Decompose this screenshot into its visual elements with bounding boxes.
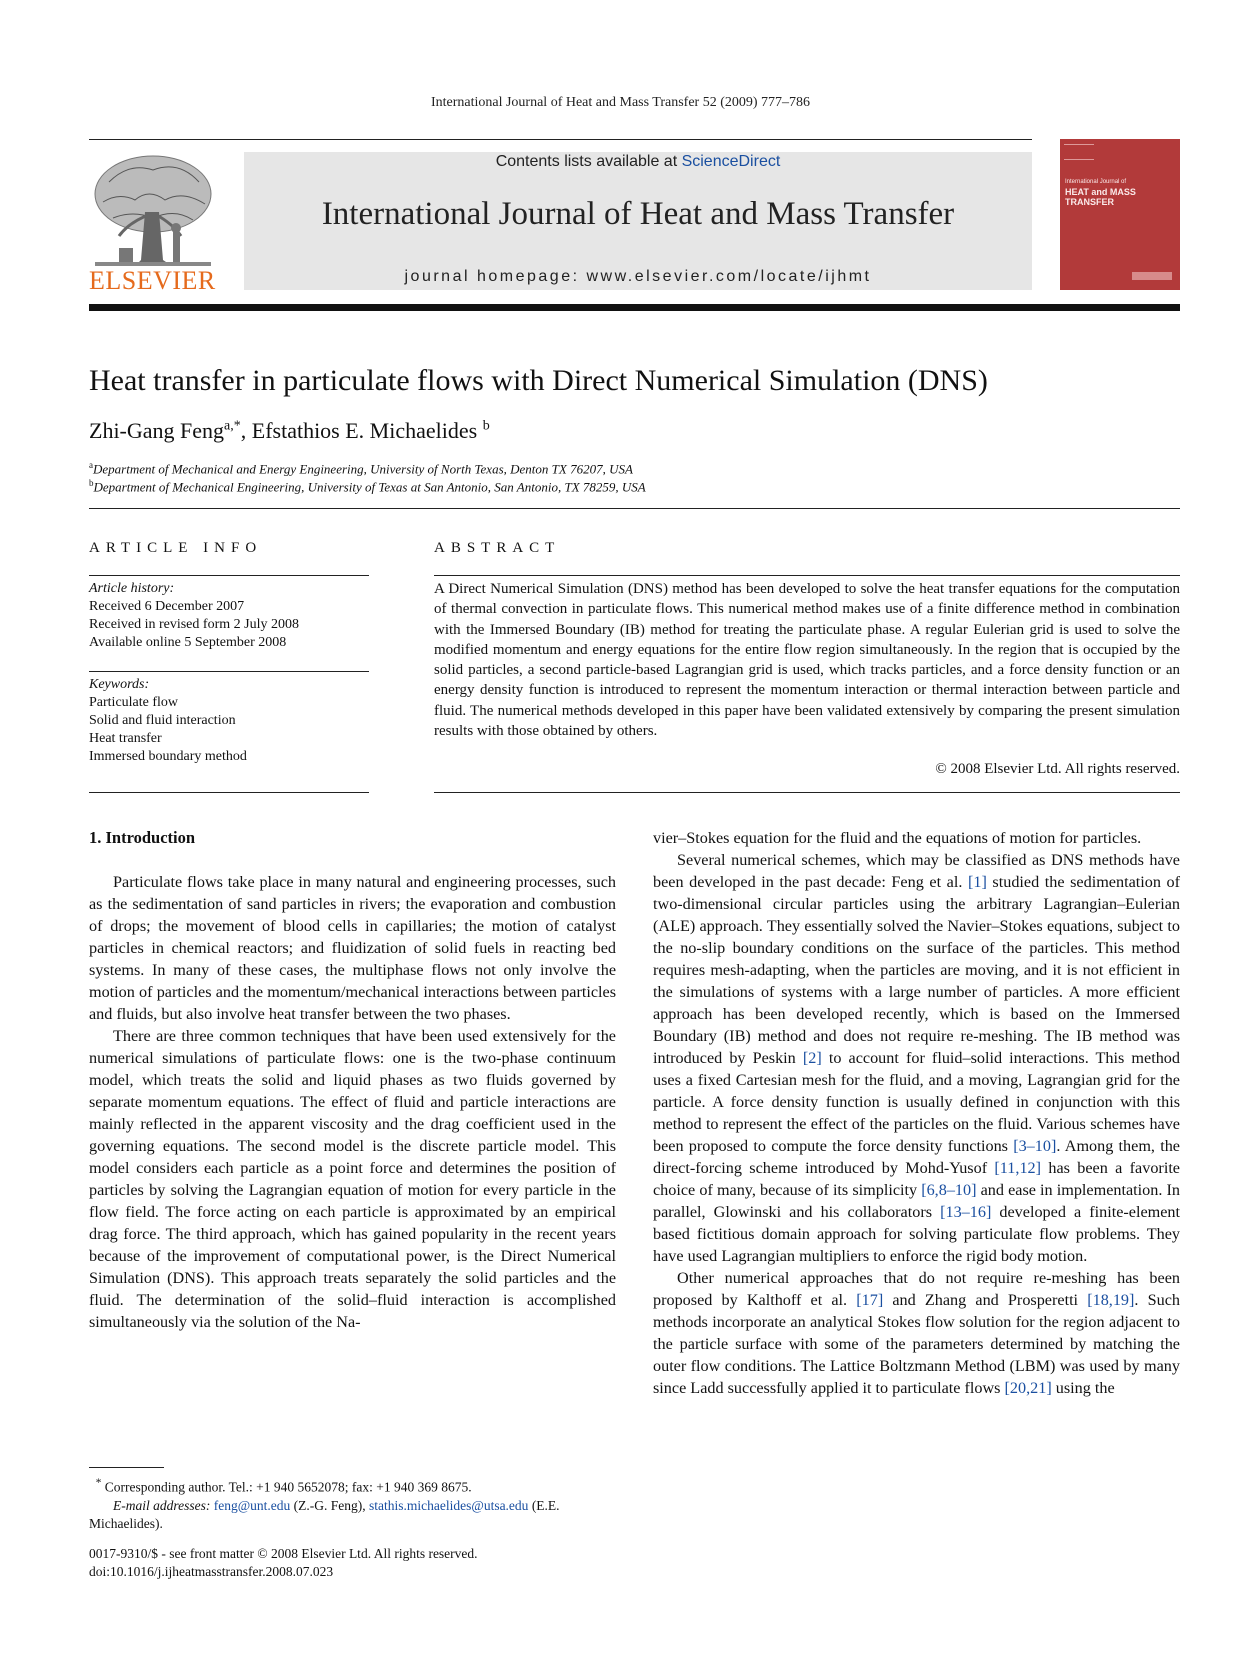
cover-line1: HEAT and MASS: [1065, 187, 1136, 197]
r1-e: has been a favorite choice of many, because of its simplicity: [653, 1159, 1180, 1199]
keyword-item: Solid and fluid interaction: [89, 713, 236, 728]
paper-title: Heat transfer in particulate flows with Direct Numerical Simulation (DNS): [89, 364, 988, 397]
journal-title: International Journal of Heat and Mass Transfer: [321, 196, 955, 232]
email-link-michaelides[interactable]: stathis.michaelides@utsa.edu: [369, 1497, 529, 1513]
left-column: [89, 827, 616, 1333]
article-info-heading: ARTICLE INFO: [89, 540, 263, 556]
doi-line[interactable]: doi:10.1016/j.ijheatmasstransfer.2008.07.023: [89, 1564, 334, 1579]
elsevier-wordmark: ELSEVIER: [89, 266, 216, 295]
author-sep: ,: [240, 418, 252, 443]
abstract-body: A Direct Numerical Simulation (DNS) method has been developed to solve the heat transfer equations for the computation of thermal convection in particulate flows. This numerical method makes use of a finite difference method in combination with the Immersed Boundary (IB) method for treating the particulate phase. A regular Eulerian grid is used to solve the modified momentum and energy equations for the entire flow region simultaneously. In the region that is occupied by the solid particles, a second particle-based Lagrangian grid is used, which tracks particles, and a force density function or an energy density function is introduced to represent the momentum interaction or thermal interaction between particle and fluid. The numerical methods developed in this paper have been validated extensively by comparing the present simulation results with those obtained by others.: [434, 581, 1180, 740]
ref-link[interactable]: [11,12]: [994, 1159, 1042, 1177]
journal-cover-thumbnail: [1060, 139, 1180, 290]
corresponding-author-text: Corresponding author. Tel.: +1 940 5652078; fax: +1 940 369 8675.: [104, 1479, 472, 1495]
right-column: [653, 827, 1180, 1399]
cover-line2: TRANSFER: [1065, 197, 1114, 207]
footnote-marker: *: [95, 1477, 102, 1489]
r1-b: studied the sedimentation of two-dimensional circular particles using the arbitrary Lagrangian–Eulerian (ALE) approach. They essentially solved the Navier–Stokes equations, subject to the no-slip boundary conditions on the surface of the particles. This method requires mesh-adapting, when the particles are moving, and it is not efficient in the simulations of systems with a large number of particles. A more efficient approach has been developed recently, which is based on the Immersed Boundary (IB) method and does not require re-meshing. The IB method was introduced by Peskin: [653, 873, 1180, 1067]
footnote: [89, 1474, 619, 1533]
cover-small-line: International Journal of: [1065, 179, 1127, 185]
ref-link[interactable]: [6,8–10]: [921, 1181, 977, 1199]
article-history: [89, 580, 369, 652]
right-paragraph-1: [653, 849, 1180, 1267]
author-1[interactable]: Zhi-Gang Feng: [89, 418, 225, 443]
history-received: Received 6 December 2007: [89, 599, 245, 614]
ref-link[interactable]: [3–10]: [1013, 1137, 1057, 1155]
r1-c: to account for fluid–solid interactions. This method uses a fixed Cartesian mesh for the fluid, and a moving, Lagrangian grid for the particle. A force density function is usually defined in conjunction with this method to represent the effect of the particles on the fluid. Various schemes have been proposed to compute the force density functions: [653, 1049, 1180, 1155]
email-label: E-mail addresses:: [113, 1497, 211, 1513]
right-paragraph-2: [653, 1267, 1180, 1399]
footnote-rule: [89, 1467, 164, 1468]
abstract-heading: ABSTRACT: [434, 540, 561, 556]
ref-link[interactable]: [20,21]: [1004, 1379, 1052, 1397]
ref-link[interactable]: [18,19]: [1087, 1291, 1135, 1309]
intro-paragraph-1: Particulate flows take place in many natural and engineering processes, such as the sedimentation of sand particles in rivers; the evaporation and combustion of drops; the movement of blood cells in capillaries; the motion of catalyst particles in chemical reactors; and fluidization of solid fuels in reacting bed systems. In many of these cases, the multiphase flows not only involve the motion of particles and the momentum/mechanical interactions between particles and fluids, but also involve heat transfer between the two phases.: [89, 873, 616, 1023]
history-label: Article history:: [89, 581, 175, 596]
r1-g: developed a finite-element based fictitious domain approach for solving particulate flow problems. They have used Lagrangian multipliers to enforce the rigid body motion.: [653, 1203, 1181, 1265]
r1-a: Several numerical schemes, which may be classified as DNS methods have been developed in the past decade: Feng et al.: [653, 851, 1180, 891]
keywords-block: [89, 676, 369, 766]
section-heading-introduction: 1. Introduction: [89, 828, 196, 847]
r1-f: and ease in implementation. In parallel, Glowinski and his collaborators: [653, 1181, 1180, 1221]
affiliation-b-sup: b: [89, 478, 94, 488]
r2-d: using the: [1051, 1379, 1115, 1397]
journal-homepage-link[interactable]: journal homepage: www.elsevier.com/locate/ijhmt: [404, 268, 872, 285]
cover-badge-icon: [1132, 272, 1172, 280]
keyword-item: Heat transfer: [89, 731, 162, 746]
cover-lines-icon: [1064, 144, 1094, 160]
ref-link[interactable]: [17]: [856, 1291, 884, 1309]
email-1-who: (Z.-G. Feng),: [290, 1497, 370, 1513]
r2-a: Other numerical approaches that do not require re-meshing has been proposed by Kalthoff et al.: [653, 1269, 1180, 1309]
header-thick-rule: [89, 304, 1180, 311]
affiliation-b: [89, 478, 646, 495]
ref-link[interactable]: [1]: [967, 873, 987, 891]
keywords-label: Keywords:: [89, 677, 150, 692]
r2-b: and Zhang and Prosperetti: [883, 1291, 1088, 1309]
keyword-item: Particulate flow: [89, 695, 179, 710]
contents-available-line: [244, 153, 1032, 171]
history-revised: Received in revised form 2 July 2008: [89, 617, 299, 632]
abstract-rule-bottom: [434, 792, 1180, 793]
article-info-rule-top: [89, 575, 369, 576]
history-online: Available online 5 September 2008: [89, 635, 287, 650]
corresponding-author-note: [89, 1474, 619, 1497]
affiliation-b-text: Department of Mechanical Engineering, University of Texas at San Antonio, San Antonio, TX 78259, USA: [93, 479, 646, 495]
ref-link[interactable]: [2]: [802, 1049, 822, 1067]
affiliation-a-text: Department of Mechanical and Energy Engineering, University of North Texas, Denton TX 76207, USA: [93, 461, 633, 477]
right-paragraph-continued: vier–Stokes equation for the fluid and the equations of motion for particles.: [653, 829, 1142, 847]
contents-prefix: Contents lists available at: [495, 153, 682, 170]
running-head: International Journal of Heat and Mass Transfer 52 (2009) 777–786: [430, 95, 811, 110]
author-list: [89, 418, 490, 444]
abstract-copyright: © 2008 Elsevier Ltd. All rights reserved.: [935, 761, 1180, 777]
author-2[interactable]: Efstathios E. Michaelides: [251, 418, 478, 443]
sciencedirect-link[interactable]: ScienceDirect: [681, 153, 781, 170]
email-line: [89, 1497, 619, 1533]
affiliation-a: [89, 460, 633, 477]
author-2-sup[interactable]: b: [482, 418, 490, 434]
article-info-rule-bottom: [89, 792, 369, 793]
abstract-rule-top: [434, 575, 1180, 576]
r2-c: . Such methods incorporate an analytical Stokes flow solution for the region adjacent to the particle surface with some of the parameters determined by matching the outer flow conditions. The Lattice Boltzmann Method (LBM) was used by many since Ladd successfully applied it to particulate flows: [653, 1291, 1180, 1397]
intro-paragraph-2: There are three common techniques that have been used extensively for the numerical simulations of particulate flows: one is the two-phase continuum model, which treats the solid and liquid phases as two fluids governed by separate momentum equations. The effect of fluid and particle interactions are mainly reflected in the apparent viscosity and the drag coefficient used in the governing equations. The second model is the discrete particle model. This model considers each particle as a point force and determines the position of particles by solving the Lagrangian equation of motion for every particle in the flow field. The force acting on each particle is approximated by an empirical drag force. The third approach, which has gained popularity in the recent years because of the improvement of computational power, is the Direct Numerical Simulation (DNS). This approach treats separately the solid particles and the fluid. The determination of the solid–fluid interaction is accomplished simultaneously via the solution of the Na-: [89, 1027, 616, 1331]
header-top-rule: [89, 139, 1032, 140]
author-1-sup[interactable]: a,*: [224, 418, 241, 434]
r1-d: . Among them, the direct-forcing scheme introduced by Mohd-Yusof: [653, 1137, 1180, 1177]
title-block-rule: [89, 508, 1180, 509]
affiliation-a-sup: a: [89, 460, 93, 470]
cover-title: [1065, 177, 1155, 207]
article-info-rule-mid: [89, 671, 369, 672]
ref-link[interactable]: [13–16]: [940, 1203, 992, 1221]
issn-line: 0017-9310/$ - see front matter © 2008 Elsevier Ltd. All rights reserved.: [89, 1546, 478, 1561]
email-link-feng[interactable]: feng@unt.edu: [213, 1497, 291, 1513]
keyword-item: Immersed boundary method: [89, 749, 247, 764]
email-2-who: (E.E. Michaelides).: [89, 1497, 560, 1531]
